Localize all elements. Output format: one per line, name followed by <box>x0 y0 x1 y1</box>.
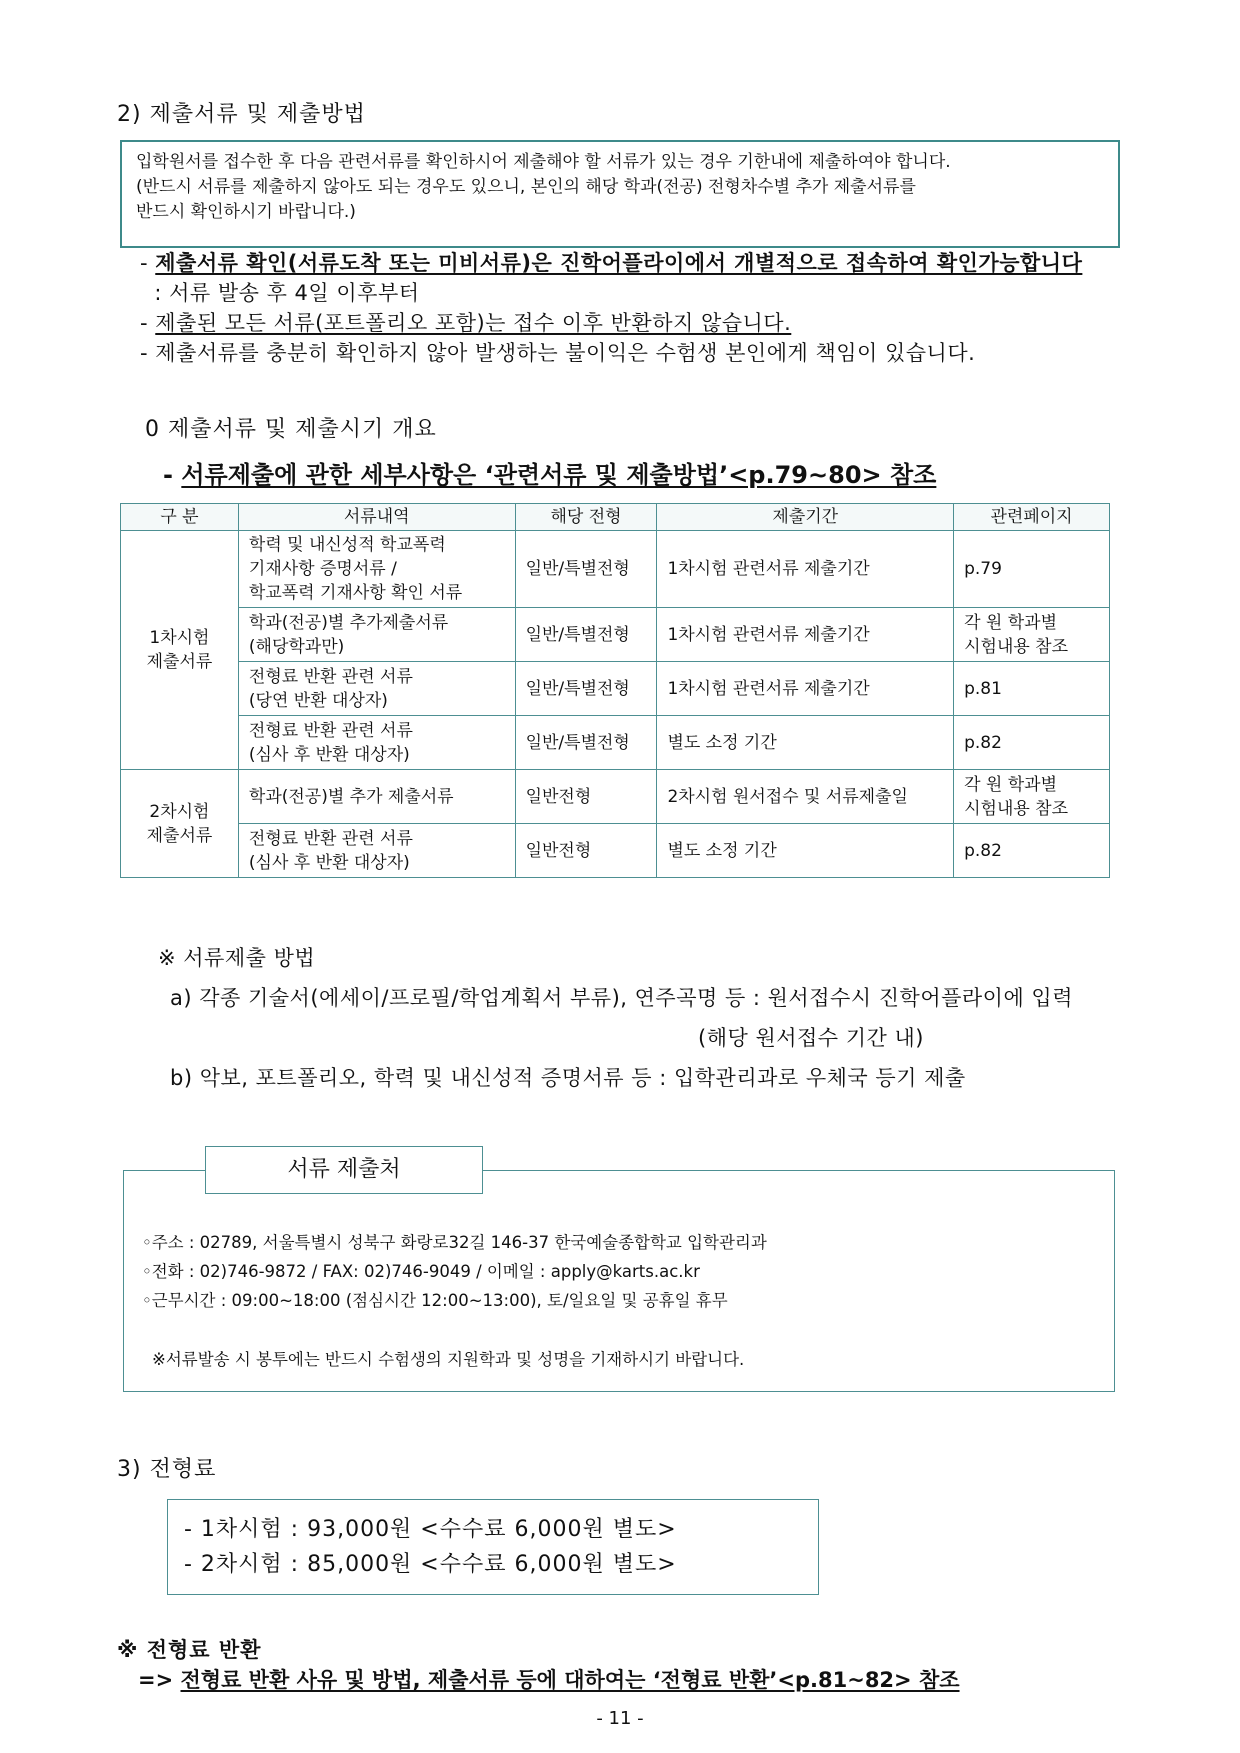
notice-line: 입학원서를 접수한 후 다음 관련서류를 확인하시어 제출해야 할 서류가 있는 경우 기한내에 제출하여야 합니다. <box>136 152 951 172</box>
refund-arrow: => <box>138 1668 181 1692</box>
method-item-a: a) 각종 기술서(에세이/프로필/학업계획서 부류), 연주곡명 등 : 원서접수시 진학어플라이에 입력 <box>170 986 1074 1010</box>
notice-line: (반드시 서류를 제출하지 않아도 되는 경우도 있으니, 본인의 해당 학과(전공) 전형차수별 추가 제출서류를 <box>136 177 916 197</box>
page-cell: 각 원 학과별 시험내용 참조 <box>954 608 1110 662</box>
table-row <box>121 716 1110 770</box>
period-cell: 1차시험 관련서류 제출기간 <box>657 662 954 716</box>
bullet-item <box>140 308 1082 338</box>
group-first-exam: 1차시험 제출서류 <box>121 531 239 770</box>
address-tab-title: 서류 제출처 <box>205 1146 483 1194</box>
header-page: 관련페이지 <box>954 504 1110 531</box>
overview-reference <box>163 455 936 490</box>
bullet-text: 제출된 모든 서류(포트폴리오 포함)는 접수 이후 반환하지 않습니다. <box>155 311 792 335</box>
doc-cell: 전형료 반환 관련 서류 (심사 후 반환 대상자) <box>238 716 515 770</box>
overview-title: 0 제출서류 및 제출시기 개요 <box>145 417 437 442</box>
header-period: 제출기간 <box>657 504 954 531</box>
refund-text: 전형료 반환 사유 및 방법, 제출서류 등에 대하여는 ‘전형료 반환’<p.81~82> 참조 <box>180 1668 960 1692</box>
fee-line: - 1차시험 : 93,000원 <수수료 6,000원 별도> <box>184 1517 677 1542</box>
type-cell: 일반/특별전형 <box>515 662 657 716</box>
method-section <box>158 938 1073 1098</box>
fee-line: - 2차시험 : 85,000원 <수수료 6,000원 별도> <box>184 1552 677 1577</box>
type-cell: 일반전형 <box>515 824 657 878</box>
table-row <box>121 824 1110 878</box>
page-number: - 11 - <box>596 1708 644 1729</box>
address-lines <box>142 1228 767 1374</box>
doc-cell: 학과(전공)별 추가제출서류 (해당학과만) <box>238 608 515 662</box>
header-admission-type: 해당 전형 <box>515 504 657 531</box>
period-cell: 별도 소정 기간 <box>657 824 954 878</box>
doc-cell: 학과(전공)별 추가 제출서류 <box>238 770 515 824</box>
address-note: ※서류발송 시 봉투에는 반드시 수험생의 지원학과 및 성명을 기재하시기 바랍니다. <box>152 1350 745 1369</box>
type-cell: 일반/특별전형 <box>515 608 657 662</box>
doc-cell: 학력 및 내신성적 학교폭력 기재사항 증명서류 / 학교폭력 기재사항 확인 서류 <box>238 531 515 608</box>
period-cell: 1차시험 관련서류 제출기간 <box>657 608 954 662</box>
page-cell: p.81 <box>954 662 1110 716</box>
bullet-text: 제출서류 확인(서류도착 또는 미비서류)은 진학어플라이에서 개별적으로 접속하여 확인가능합니다 <box>155 251 1083 275</box>
page-cell: 각 원 학과별 시험내용 참조 <box>954 770 1110 824</box>
page-cell: p.82 <box>954 824 1110 878</box>
fee-section-title: 3) 전형료 <box>117 1457 217 1482</box>
type-cell: 일반/특별전형 <box>515 716 657 770</box>
table-row <box>121 662 1110 716</box>
table-row <box>121 531 1110 608</box>
bullet-dash: - <box>140 251 156 275</box>
type-cell: 일반/특별전형 <box>515 531 657 608</box>
section-title: 2) 제출서류 및 제출방법 <box>117 102 366 127</box>
refund-reference <box>138 1664 960 1694</box>
bullet-item <box>140 248 1082 278</box>
notice-box <box>120 140 1120 248</box>
notice-line: 반드시 확인하시기 바랍니다.) <box>136 202 356 222</box>
doc-cell: 전형료 반환 관련 서류 (심사 후 반환 대상자) <box>238 824 515 878</box>
header-document: 서류내역 <box>238 504 515 531</box>
overview-dash: - <box>163 461 182 489</box>
bullet-dash: - <box>140 311 156 335</box>
period-cell: 1차시험 관련서류 제출기간 <box>657 531 954 608</box>
group-second-exam: 2차시험 제출서류 <box>121 770 239 878</box>
table-header-row <box>121 504 1110 531</box>
table-row <box>121 608 1110 662</box>
doc-cell: 전형료 반환 관련 서류 (당연 반환 대상자) <box>238 662 515 716</box>
overview-ref-text: 서류제출에 관한 세부사항은 ‘관련서류 및 제출방법’<p.79~80> 참조 <box>181 461 937 489</box>
contact-line: ◦전화 : 02)746-9872 / FAX: 02)746-9049 / 이메일 : apply@karts.ac.kr <box>142 1262 700 1281</box>
refund-title: ※ 전형료 반환 <box>117 1638 262 1662</box>
method-item-a-note: (해당 원서접수 기간 내) <box>698 1026 924 1050</box>
period-cell: 별도 소정 기간 <box>657 716 954 770</box>
bullet-list <box>140 248 1082 368</box>
bullet-item: : 서류 발송 후 4일 이후부터 <box>140 281 420 305</box>
fee-box <box>167 1499 819 1595</box>
type-cell: 일반전형 <box>515 770 657 824</box>
submission-table <box>120 503 1110 878</box>
method-item-b: b) 악보, 포트폴리오, 학력 및 내신성적 증명서류 등 : 입학관리과로 우체국 등기 제출 <box>170 1066 966 1090</box>
page-cell: p.82 <box>954 716 1110 770</box>
period-cell: 2차시험 원서접수 및 서류제출일 <box>657 770 954 824</box>
bullet-item: - 제출서류를 충분히 확인하지 않아 발생하는 불이익은 수험생 본인에게 책임이 있습니다. <box>140 341 976 365</box>
address-line: ◦주소 : 02789, 서울특별시 성북구 화랑로32길 146-37 한국예술종합학교 입학관리과 <box>142 1233 767 1252</box>
hours-line: ◦근무시간 : 09:00~18:00 (점심시간 12:00~13:00), 토/일요일 및 공휴일 휴무 <box>142 1291 728 1310</box>
page-cell: p.79 <box>954 531 1110 608</box>
method-title: ※ 서류제출 방법 <box>158 946 316 970</box>
header-category: 구 분 <box>121 504 239 531</box>
table-row <box>121 770 1110 824</box>
